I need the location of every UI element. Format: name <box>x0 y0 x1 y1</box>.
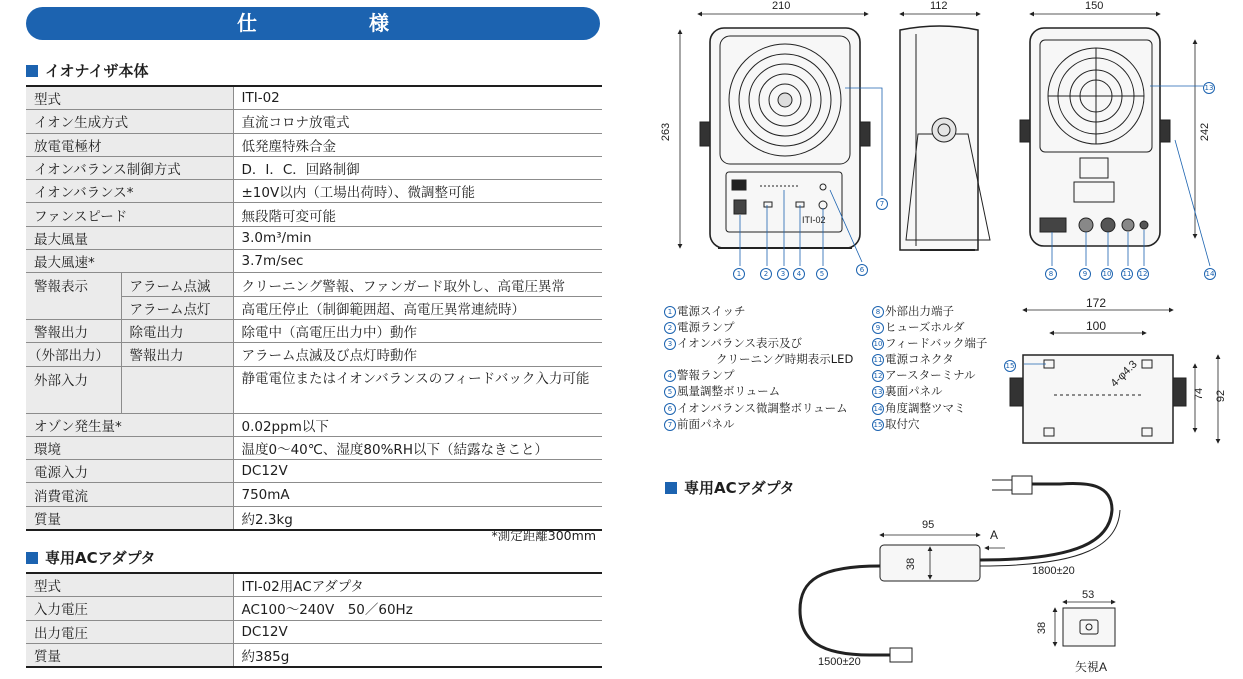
dim-front-height: 263 <box>660 122 673 142</box>
row-value: DC12V <box>233 460 602 483</box>
row-value: 約385g <box>233 643 602 667</box>
callout-7: 7 <box>876 196 889 210</box>
row-value: アラーム点滅及び点灯時動作 <box>233 343 602 366</box>
row-key: ファンスピード <box>26 203 233 226</box>
callout-4: 4 <box>793 266 806 280</box>
legend-item: 14 角度調整ツマミ <box>873 400 966 415</box>
legend-item: 9 ヒューズホルダ <box>872 319 987 335</box>
dim-bottom-height: 92 <box>1215 389 1228 403</box>
row-value: 低発塵特殊合金 <box>233 133 602 156</box>
legend-item: 2 電源ランプ <box>664 319 853 335</box>
legend-item: 15 取付穴 <box>873 416 920 431</box>
dim-holes: 4-φ4.3 <box>1108 358 1140 390</box>
callout-3: 3 <box>777 266 790 280</box>
side-view <box>900 26 990 250</box>
row-key: 型式 <box>26 86 233 110</box>
row-key: 質量 <box>26 506 233 530</box>
legend-item: 11 電源コネクタ <box>873 352 954 367</box>
dim-adapter-height: 38 <box>905 557 918 571</box>
legend-item: クリーニング時期表示LED <box>716 352 854 367</box>
dim-view-width: 53 <box>1082 589 1095 601</box>
row-value: ITI-02 <box>233 86 602 110</box>
row-value: 直流コロナ放電式 <box>233 110 602 133</box>
callout-10: 10 <box>1102 270 1112 278</box>
bottom-view <box>1010 355 1186 443</box>
row-key: イオンバランス制御方式 <box>26 156 233 179</box>
legend-item: 6 イオンバランス微調整ボリューム <box>664 400 853 416</box>
legend-item: 4 警報ランプ <box>664 367 853 383</box>
row-key: 最大風速* <box>26 250 233 273</box>
row-value: 高電圧停止（制御範囲超、高電圧異常連続時） <box>233 296 602 319</box>
front-view <box>700 28 870 248</box>
row-value: ±10V以内（工場出荷時）、微調整可能 <box>233 180 602 203</box>
dim-rear-height: 242 <box>1199 122 1212 142</box>
dim-bottom-inner: 74 <box>1193 387 1206 401</box>
dim-view-height: 38 <box>1036 621 1049 635</box>
dim-cord-ac: 1500±20 <box>818 656 861 668</box>
dim-rear-width: 150 <box>1085 0 1104 12</box>
row-key: 電源入力 <box>26 460 233 483</box>
row-value: AC100～240V 50／60Hz <box>233 597 602 620</box>
legend-right <box>872 303 987 432</box>
row-value: 3.0m³/min <box>233 226 602 249</box>
row-key: （外部出力） <box>26 343 121 366</box>
row-value: 静電電位またはイオンバランスのフィードバック入力可能 <box>233 366 602 413</box>
row-subkey: アラーム点灯 <box>121 296 233 319</box>
legend-left <box>664 303 853 432</box>
legend-item: 10 フィードバック端子 <box>873 336 988 351</box>
legend-item: 5 風量調整ボリューム <box>664 383 853 399</box>
rear-view <box>1020 28 1170 246</box>
dim-cord-dc: 1800±20 <box>1032 565 1075 577</box>
adapter-drawing-title: 専用ACアダプタ <box>684 479 795 497</box>
callout-6: 6 <box>856 262 869 276</box>
adapter-section-title: 専用ACアダプタ <box>45 549 156 567</box>
row-value: DC12V <box>233 620 602 643</box>
arrow-a-label: A <box>990 528 999 542</box>
row-value: 3.7m/sec <box>233 250 602 273</box>
row-value: 約2.3kg <box>233 506 602 530</box>
row-key: 最大風量 <box>26 226 233 249</box>
row-key: 警報表示 <box>26 273 121 320</box>
row-value: D．I．C．回路制御 <box>233 156 602 179</box>
dim-side-width: 112 <box>930 0 948 12</box>
callout-14: 14 <box>1205 270 1215 278</box>
footnote: *測定距離300mm <box>491 528 596 543</box>
callout-2: 2 <box>760 266 773 280</box>
callout-15: 15 <box>1005 362 1015 370</box>
callout-12: 12 <box>1138 270 1148 278</box>
row-key: オゾン発生量* <box>26 413 233 436</box>
callout-1: 1 <box>733 266 746 280</box>
callout-13: 13 <box>1204 84 1214 92</box>
view-a-label: 矢視A <box>1075 660 1108 674</box>
row-value: ITI-02用ACアダプタ <box>233 573 602 597</box>
dim-front-width: 210 <box>772 0 791 12</box>
section-square-icon <box>665 482 677 494</box>
row-key: 放電電極材 <box>26 133 233 156</box>
row-key: 型式 <box>26 573 233 597</box>
row-value: 除電中（高電圧出力中）動作 <box>233 319 602 342</box>
dim-bottom-width: 172 <box>1086 296 1107 310</box>
row-value: 温度0～40℃、湿度80%RH以下（結露なきこと） <box>233 436 602 459</box>
adapter-drawing-heading <box>665 477 795 498</box>
legend-item: 3 イオンバランス表示及び <box>664 335 853 351</box>
main-section-title: イオナイザ本体 <box>45 62 149 80</box>
row-value: クリーニング警報、ファンガード取外し、高電圧異常 <box>233 273 602 296</box>
row-key: 外部入力 <box>26 366 121 413</box>
row-value: 0.02ppm以下 <box>233 413 602 436</box>
row-value: 無段階可変可能 <box>233 203 602 226</box>
legend-item: 1 電源スイッチ <box>664 303 853 319</box>
row-key: 出力電圧 <box>26 620 233 643</box>
row-key: イオン生成方式 <box>26 110 233 133</box>
row-subkey: 警報出力 <box>121 343 233 366</box>
row-key: イオンバランス* <box>26 180 233 203</box>
row-value: 750mA <box>233 483 602 506</box>
dim-adapter-width: 95 <box>922 519 935 531</box>
row-key: 質量 <box>26 643 233 667</box>
row-key: 消費電流 <box>26 483 233 506</box>
legend-item: 7 前面パネル <box>664 416 853 432</box>
legend-item: 12 アースターミナル <box>873 368 976 383</box>
callout-11: 11 <box>1122 270 1132 278</box>
row-subkey: アラーム点滅 <box>121 273 233 296</box>
row-key: 警報出力 <box>26 319 121 342</box>
callout-5: 5 <box>816 266 829 280</box>
legend-item: 13 裏面パネル <box>873 384 943 399</box>
callout-9: 9 <box>1079 266 1092 280</box>
spec-title-banner: 仕 様 <box>26 7 600 40</box>
row-subkey: 除電出力 <box>121 319 233 342</box>
device-model-label: ITI-02 <box>802 215 826 225</box>
row-key: 環境 <box>26 436 233 459</box>
callout-8: 8 <box>1045 266 1058 280</box>
row-key: 入力電圧 <box>26 597 233 620</box>
legend-item: 8 外部出力端子 <box>872 303 987 319</box>
dim-hole-span: 100 <box>1086 319 1107 333</box>
